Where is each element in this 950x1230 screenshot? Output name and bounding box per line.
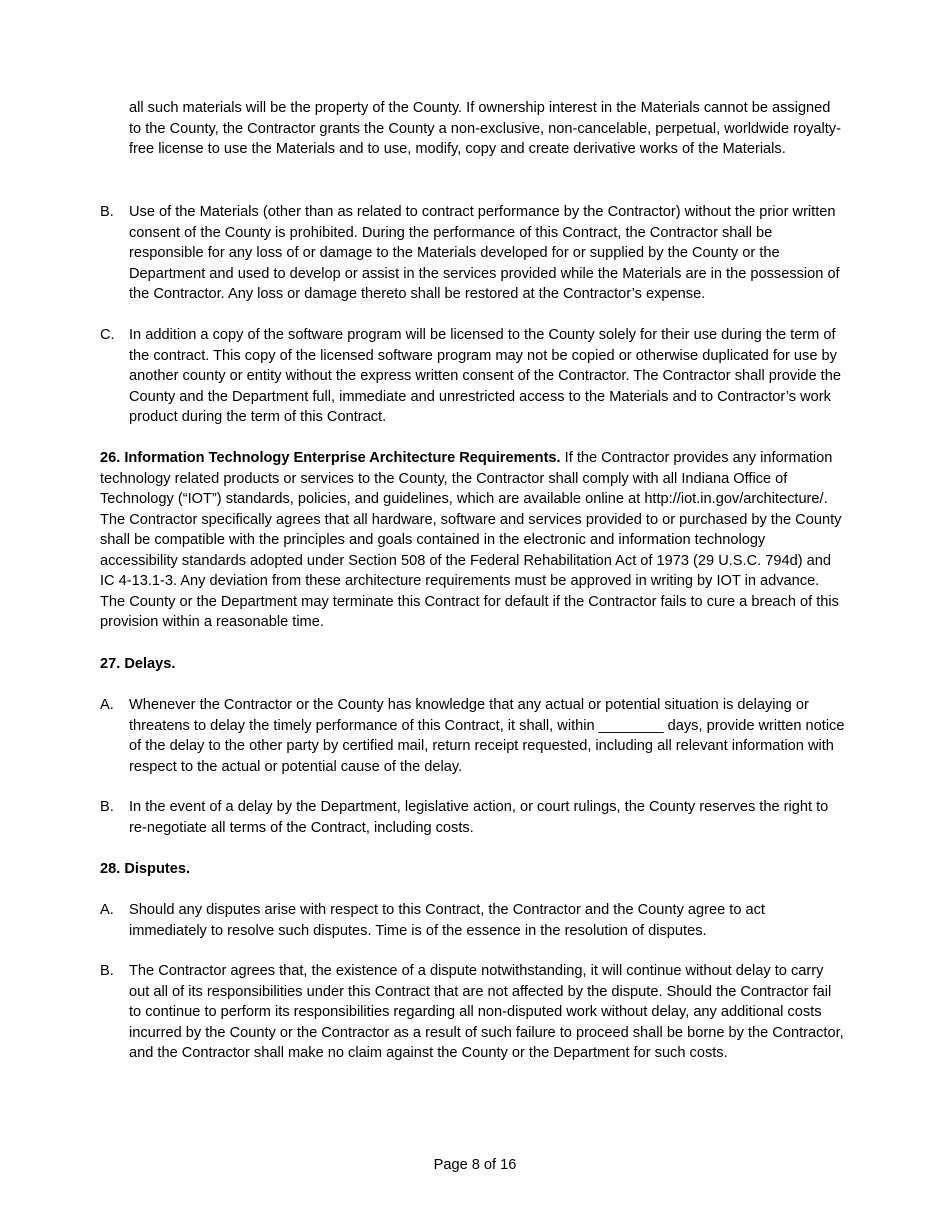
item-label: C.: [100, 327, 115, 343]
item-text: In addition a copy of the software program will be licensed to the County solely for their use during the term of the contract. This copy of the licensed software program may not be copied or otherwise duplicated for use by another county or entity without the express written consent of the Contractor. The Contractor shall provide the County and the Department full, immediate and unrestricted access to the Materials and to Contractor’s work product during the term of this Contract.: [129, 327, 841, 425]
item-text: Should any disputes arise with respect to this Contract, the Contractor and the County agree to act immediately to resolve such disputes. Time is of the essence in the resolution of disputes.: [129, 902, 765, 939]
section-25-item-c: [100, 325, 845, 428]
item-label: B.: [100, 963, 114, 979]
item-label: B.: [100, 204, 114, 220]
page-number: Page 8 of 16: [433, 1157, 517, 1173]
section-26-heading: 26. Information Technology Enterprise Architecture Requirements.: [100, 450, 561, 466]
item-label: A.: [100, 902, 114, 918]
section-28-item-a: [100, 900, 845, 941]
section-27-item-b: [100, 797, 845, 838]
item-text: The Contractor agrees that, the existence of a dispute notwithstanding, it will continue without delay to carry out all of its responsibilities under this Contract that are not affected by the dispute. Should the Contractor fail to continue to perform its responsibilities regarding all non-disputed work without delay, any additional costs incurred by the County or the Contractor as a result of such failure to proceed shall be borne by the Contractor, and the Contractor shall make no claim against the County or the Department for such costs.: [129, 963, 844, 1061]
section-27-heading: 27. Delays.: [100, 656, 176, 672]
item-label: A.: [100, 697, 114, 713]
section-25-item-b: [100, 202, 845, 305]
section-26-text: If the Contractor provides any information technology related products or services to the County, the Contractor shall comply with all Indiana Office of Technology (“IOT”) standards, policies, and guidelines, which are available online at http://iot.in.gov/architecture/. The Contractor specifically agrees that all hardware, software and services provided to or purchased by the County shall be compatible with the principles and goals contained in the electronic and information technology accessibility standards adopted under Section 508 of the Federal Rehabilitation Act of 1973 (29 U.S.C. 794d) and IC 4-13.1-3. Any deviation from these architecture requirements must be approved in writing by IOT in advance. The County or the Department may terminate this Contract for default if the Contractor fails to cure a breach of this provision within a reasonable time.: [100, 450, 842, 630]
continuation-paragraph: [100, 98, 845, 160]
item-text: Use of the Materials (other than as related to contract performance by the Contractor) without the prior written consent of the County is prohibited. During the performance of this Contract, the Contractor shall be responsible for any loss of or damage to the Materials developed for or supplied by the County or the Department and used to develop or assist in the services provided while the Materials are in the possession of the Contractor. Any loss or damage thereto shall be restored at the Contractor’s expense.: [129, 204, 840, 302]
section-28-item-b: [100, 961, 845, 1064]
item-text: In the event of a delay by the Department, legislative action, or court rulings, the County reserves the right to re-negotiate all terms of the Contract, including costs.: [129, 799, 829, 836]
continuation-indent: [100, 98, 129, 160]
item-text: Whenever the Contractor or the County has knowledge that any actual or potential situation is delaying or threatens to delay the timely performance of this Contract, it shall, within ________ days, provide written notice of the delay to the other party by certified mail, return receipt requested, including all relevant information with respect to the actual or potential cause of the delay.: [129, 697, 845, 775]
section-26-paragraph: [100, 448, 845, 633]
section-28-heading: 28. Disputes.: [100, 861, 191, 877]
section-27-item-a: [100, 695, 845, 777]
item-label: B.: [100, 799, 114, 815]
continuation-text: all such materials will be the property of the County. If ownership interest in the Materials cannot be assigned to the County, the Contractor grants the County a non-exclusive, non-cancelable, perpetual, worldwide royalty-free license to use the Materials and to use, modify, copy and create derivative works of the Materials.: [129, 100, 841, 157]
